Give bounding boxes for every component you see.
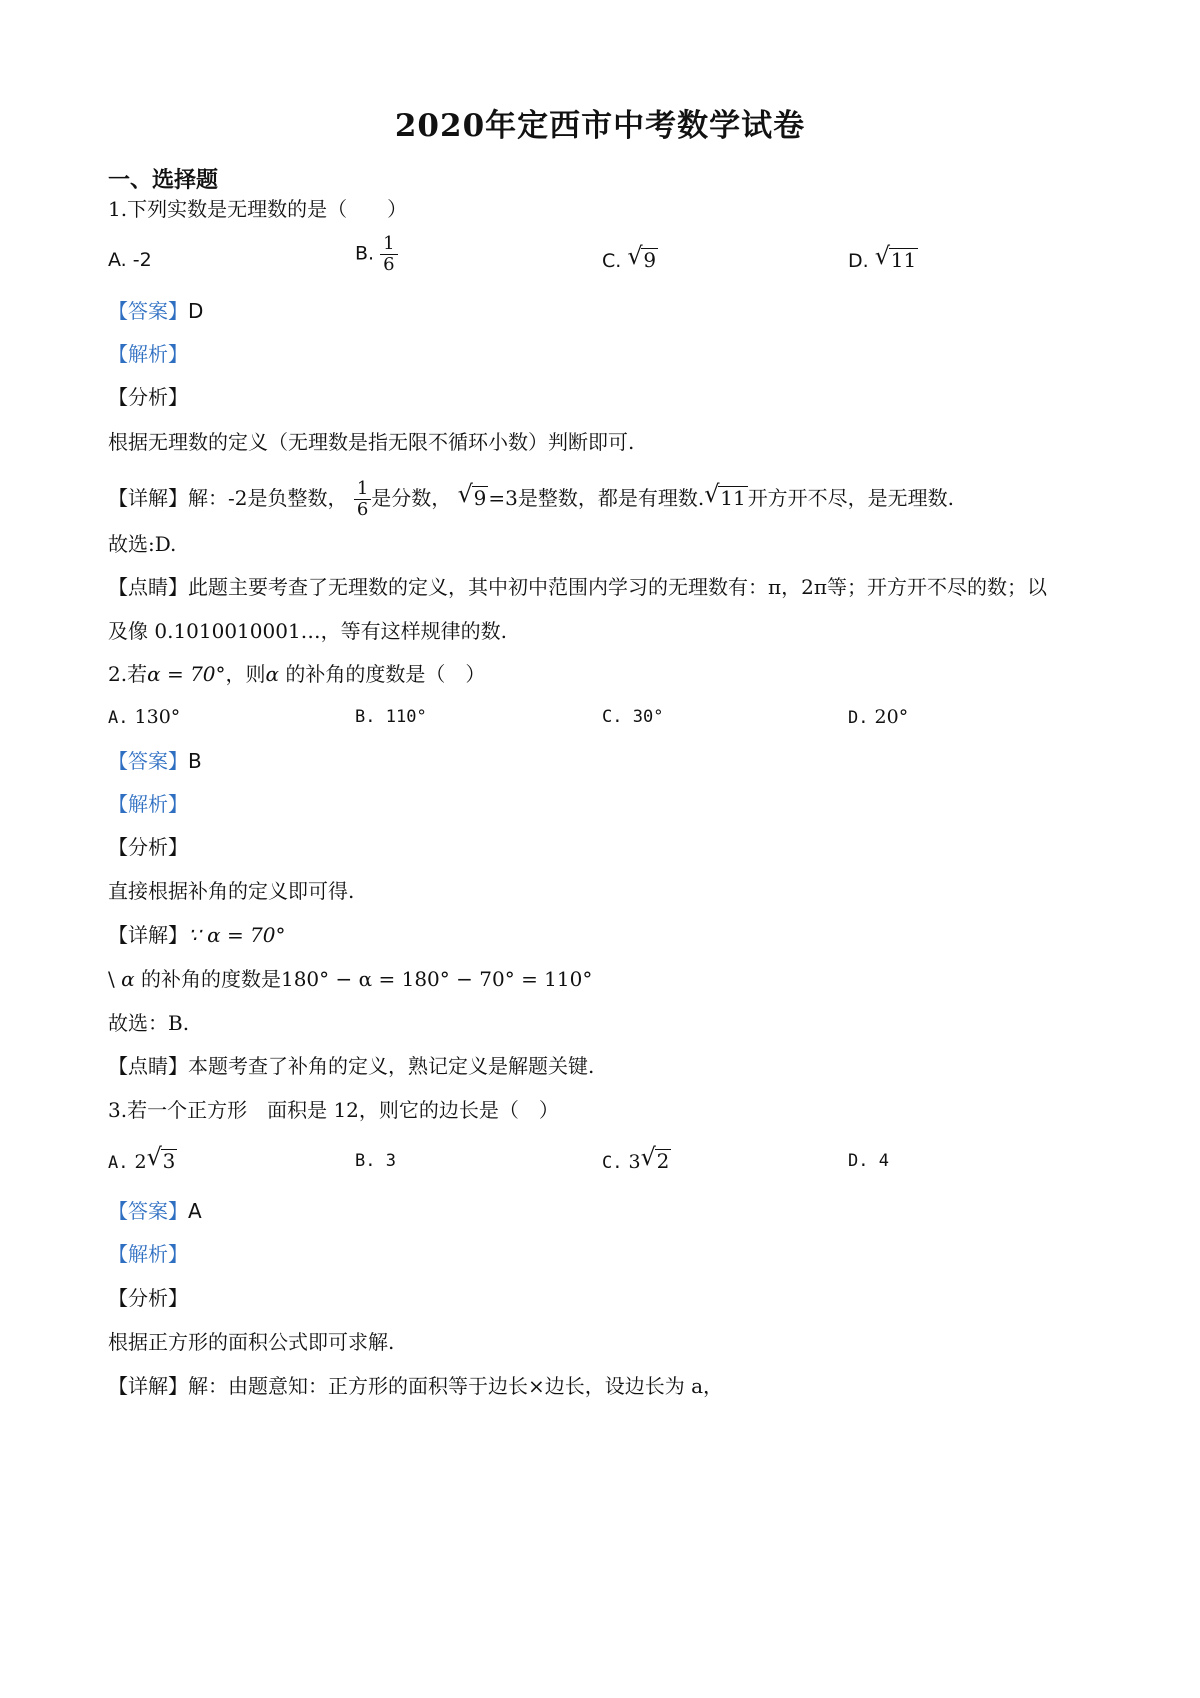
q1-dianjing-cont: 及像 0.1010010001…，等有这样规律的数. [108,619,508,643]
option-label: B. [355,707,376,727]
q1-option-c [602,242,658,274]
q2-detail [108,922,286,948]
math-expression: ∵ α = 70° [188,923,286,947]
q1-detail [108,479,954,520]
math-alpha: α [265,662,280,686]
stem-text: 2.若 [108,662,148,686]
radicand: 9 [643,248,657,272]
section-heading: 一、选择题 [108,167,219,193]
answer-tag: 【答案】 [108,299,188,323]
square-root: √ 9 [457,480,487,510]
q2-choose: 故选：B. [108,1011,190,1035]
answer-value: A [188,1199,202,1223]
option-label: A. [108,708,129,728]
q1-stem: 1.下列实数是无理数的是（ ） [108,197,408,221]
q3-answer [108,1198,202,1224]
detail-text: =3是整数，都是有理数. [488,486,705,510]
option-label: A. [108,1153,129,1173]
option-label: C. [602,707,623,727]
q2-jiexi-tag: 【解析】 [108,792,188,816]
fraction [354,479,371,520]
coefficient: 2 [134,1151,147,1173]
q1-dianjing [108,574,1047,600]
q3-jiexi-tag: 【解析】 [108,1242,188,1266]
q1-fenxi-tag: 【分析】 [108,385,188,409]
q2-option-d [848,704,908,731]
detail-text: 解：由题意知：正方形的面积等于边长×边长，设边长为 a， [188,1374,724,1398]
math-expression: 180° − α = 180° − 70° = 110° [280,967,593,991]
fraction [380,234,397,275]
q2-answer [108,748,202,774]
document-title: 2020年定西市中考数学试卷 [394,108,806,144]
square-root: √ 2 [640,1143,670,1173]
option-label: C. [602,1153,623,1173]
q3-detail [108,1373,723,1399]
q3-fenxi-tag: 【分析】 [108,1286,188,1310]
option-label: D. [848,708,869,728]
q2-fenxi-tag: 【分析】 [108,835,188,859]
q1-choose: 故选:D. [108,532,177,556]
q3-option-d [848,1148,889,1174]
dianjing-tag: 【点睛】 [108,1054,188,1078]
q1-option-a [108,247,152,273]
option-value: 4 [878,1151,889,1171]
detail-text: 解：-2是负整数， [188,486,348,510]
q3-option-a [108,1143,177,1176]
radicand: 11 [890,248,917,272]
q2-option-a [108,704,180,731]
square-root: √ 9 [627,242,657,272]
stem-text: 的补角的度数是（ ） [279,662,486,686]
q2-option-c [602,704,663,730]
option-value: 110° [385,707,427,727]
q1-option-b [355,234,398,275]
denominator: 6 [356,499,369,520]
q2-dianjing [108,1053,594,1079]
answer-value: D [188,299,204,323]
option-label: B. [355,1151,376,1171]
q2-stem [108,661,485,687]
q2-fenxi: 直接根据补角的定义即可得. [108,879,355,903]
option-value: 3 [385,1151,396,1171]
dianjing-text: 此题主要考查了无理数的定义，其中初中范围内学习的无理数有：π，2π等；开方开不尽的数；以 [188,575,1048,599]
answer-value: B [188,749,202,773]
radicand: 11 [720,486,746,510]
answer-tag: 【答案】 [108,749,188,773]
q2-detail-line2 [108,966,592,992]
answer-tag: 【答案】 [108,1199,188,1223]
radicand: 9 [473,486,487,510]
math-expression: α = 70° [147,662,226,686]
square-root: √ 11 [704,480,746,510]
q1-fenxi: 根据无理数的定义（无理数是指无限不循环小数）判断即可. [108,430,635,454]
option-label: D. [848,1151,869,1171]
denominator: 6 [383,254,395,275]
stem-text: ，则 [225,662,266,686]
detail-tag: 【详解】 [108,486,188,510]
radicand: 2 [656,1149,670,1173]
option-label: C. [602,250,622,272]
numerator: 1 [380,234,397,255]
option-value: 130° [134,706,181,728]
therefore-mark: \ [108,967,115,991]
option-label: D. [848,250,869,272]
q1-jiexi-tag: 【解析】 [108,342,188,366]
detail-text: 开方开不尽，是无理数. [747,486,955,510]
q2-option-b [355,704,427,730]
math-alpha: α [121,967,135,991]
detail-text: 是分数， [371,486,452,510]
option-label: A. [108,249,127,271]
q3-fenxi: 根据正方形的面积公式即可求解. [108,1330,395,1354]
q3-option-b [355,1148,396,1174]
dianjing-tag: 【点睛】 [108,575,188,599]
radicand: 3 [162,1149,176,1173]
numerator: 1 [354,479,371,500]
square-root: √ 3 [146,1143,176,1173]
detail-tag: 【详解】 [108,1374,188,1398]
dianjing-text: 本题考查了补角的定义，熟记定义是解题关键. [188,1054,595,1078]
option-value: 20° [874,706,909,728]
option-value: 30° [632,707,664,727]
coefficient: 3 [628,1151,641,1173]
option-value: -2 [132,249,152,271]
q1-answer [108,298,203,324]
detail-text: 的补角的度数是 [134,967,281,991]
detail-tag: 【详解】 [108,923,188,947]
q1-option-d [848,242,918,274]
square-root: √ 11 [874,242,917,272]
q3-stem: 3.若一个正方形 面积是 12，则它的边长是（ ） [108,1098,559,1122]
option-label: B. [355,242,375,265]
q3-option-c [602,1143,671,1176]
